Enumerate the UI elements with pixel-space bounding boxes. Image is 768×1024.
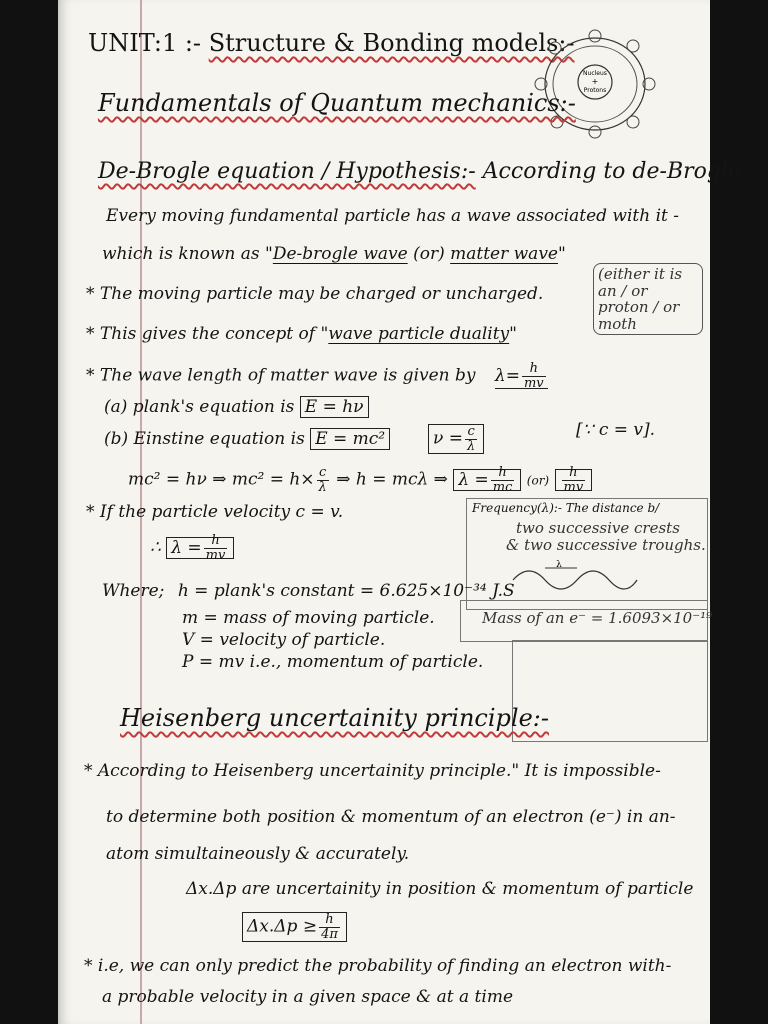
planck-equation: E = hν	[300, 396, 369, 418]
therefore-symbol: ∴	[150, 537, 161, 558]
wave-lambda-label: λ	[556, 560, 562, 570]
einstein-label: (b) Einstine equation is	[104, 429, 305, 449]
electron-mass-note: Mass of an e⁻ = 1.6093×10⁻¹⁹	[482, 609, 713, 627]
derivation-box-1	[453, 465, 521, 495]
matter-wave-term: matter wave	[450, 244, 558, 264]
frequency-note-3: & two successive troughs.	[506, 536, 706, 554]
velocity-bullet: * If the particle velocity c = v.	[86, 502, 344, 522]
derivation-line	[128, 466, 592, 494]
c-equals-v-note: [∵ c = v].	[576, 420, 656, 440]
derivation-denominator: λ	[318, 479, 327, 495]
uncertainty-equation	[242, 912, 347, 942]
debroglie-subheading: De-Brogle equation / Hypothesis:-	[98, 159, 476, 184]
wave-particle-duality-term: wave particle duality	[328, 324, 510, 344]
where-label: Where;	[102, 581, 165, 601]
frequency-fraction	[465, 425, 477, 453]
para-line-2-a: which is known as "	[102, 244, 273, 264]
planck-line	[104, 398, 369, 417]
frequency-relation	[428, 424, 484, 454]
derivation-part-2: ⇒ h = mcλ ⇒	[336, 469, 448, 490]
heisenberg-line-1: * According to Heisenberg uncertainity principle." It is impossible-	[84, 761, 661, 781]
unit-label	[88, 30, 575, 56]
bullet-wavelength	[86, 362, 548, 390]
derivation-box-1-denominator: mc	[492, 479, 513, 495]
unit-title: Structure & Bonding models:-	[208, 29, 575, 57]
wave-sketch-icon	[511, 560, 639, 596]
atom-label-2: +	[591, 77, 599, 86]
frequency-numerator: c	[465, 425, 477, 440]
therefore-line	[150, 534, 234, 562]
para-line-1: Every moving fundamental particle has a wave associated with it -	[106, 206, 680, 226]
bullet-duality-a: * This gives the concept of "	[86, 324, 329, 344]
section1-heading: Fundamentals of Quantum mechanics:-	[98, 89, 576, 117]
atom-sketch-icon	[533, 28, 657, 140]
uncertainty-numerator: h	[319, 913, 340, 928]
wavelength-numerator: h	[522, 362, 546, 377]
einstein-line	[104, 430, 390, 449]
einstein-equation: E = mc²	[310, 428, 390, 450]
derivation-box-1-lambda: λ =	[458, 469, 489, 490]
wavelength-fraction	[522, 362, 546, 390]
heisenberg-line-2: to determine both position & momentum of an electron (e⁻) in an-	[106, 807, 676, 827]
debroglie-wave-term: De-brogle wave	[272, 244, 408, 264]
para-line-2-close: "	[558, 244, 566, 264]
unit-number: UNIT:1 :-	[88, 29, 202, 57]
charge-side-note: (either it is an / or proton / or moth	[593, 263, 703, 335]
uncertainty-fraction	[319, 913, 340, 941]
therefore-denominator: mv	[205, 547, 226, 563]
therefore-box	[166, 533, 234, 563]
heisenberg-line-3: atom simultaineously & accurately.	[106, 844, 410, 864]
bullet-charged: * The moving particle may be charged or uncharged.	[86, 284, 544, 304]
derivation-box-2	[555, 465, 593, 495]
where-mass: m = mass of moving particle.	[182, 608, 435, 628]
uncertainty-denominator: 4π	[321, 926, 338, 942]
debroglie-line	[98, 160, 748, 184]
derivation-box-1-numerator: h	[491, 466, 515, 481]
frequency-note-1: Frequency(λ):- The distance b/	[472, 501, 660, 515]
frequency-denominator: λ	[466, 438, 476, 454]
derivation-numerator: c	[317, 466, 329, 481]
where-velocity: V = velocity of particle.	[182, 630, 386, 650]
derivation-box-1-fraction	[491, 466, 515, 494]
para-line-2	[102, 245, 566, 264]
where-momentum: P = mv i.e., momentum of particle.	[182, 652, 484, 672]
derivation-fraction	[317, 466, 329, 494]
derivation-or: (or)	[526, 473, 550, 488]
derivation-part-1: mc² = hν ⇒ mc² = h×	[128, 469, 315, 490]
bullet-duality-close: "	[509, 324, 517, 344]
heisenberg-line-4: Δx.Δp are uncertainity in position & momentum of particle	[186, 879, 694, 899]
frequency-note-2: two successive crests	[516, 519, 680, 537]
heisenberg-line-5: * i.e, we can only predict the probability of finding an electron with-	[84, 956, 672, 976]
para-line-2-or: (or)	[407, 244, 451, 264]
heisenberg-line-6: a probable velocity in a given space & at a time	[102, 987, 514, 1007]
wavelength-denominator: mv	[523, 375, 544, 391]
where-line	[102, 582, 515, 601]
where-planck-constant: h = plank's constant = 6.625×10⁻³⁴ J.S	[177, 581, 515, 601]
therefore-numerator: h	[204, 534, 228, 549]
uncertainty-lhs: Δx.Δp ≥	[247, 916, 318, 937]
wavelength-lambda: λ=	[494, 365, 520, 386]
bullet-duality	[86, 325, 517, 344]
debroglie-subheading-tail: According to de-Brogle.	[482, 159, 749, 184]
wavelength-formula	[494, 361, 548, 391]
atom-label-1: Nucleus	[583, 70, 607, 77]
atom-label-3: Protons	[583, 87, 607, 94]
therefore-fraction	[204, 534, 228, 562]
derivation-box-2-denominator: mv	[563, 479, 584, 495]
planck-label: (a) plank's equation is	[104, 397, 295, 417]
therefore-lambda: λ =	[171, 537, 202, 558]
section2-heading: Heisenberg uncertainity principle:-	[120, 704, 549, 732]
bullet-wavelength-text: * The wave length of matter wave is given by	[86, 365, 476, 386]
derivation-box-2-fraction	[562, 466, 586, 494]
derivation-box-2-numerator: h	[562, 466, 586, 481]
frequency-nu: ν =	[433, 428, 463, 449]
